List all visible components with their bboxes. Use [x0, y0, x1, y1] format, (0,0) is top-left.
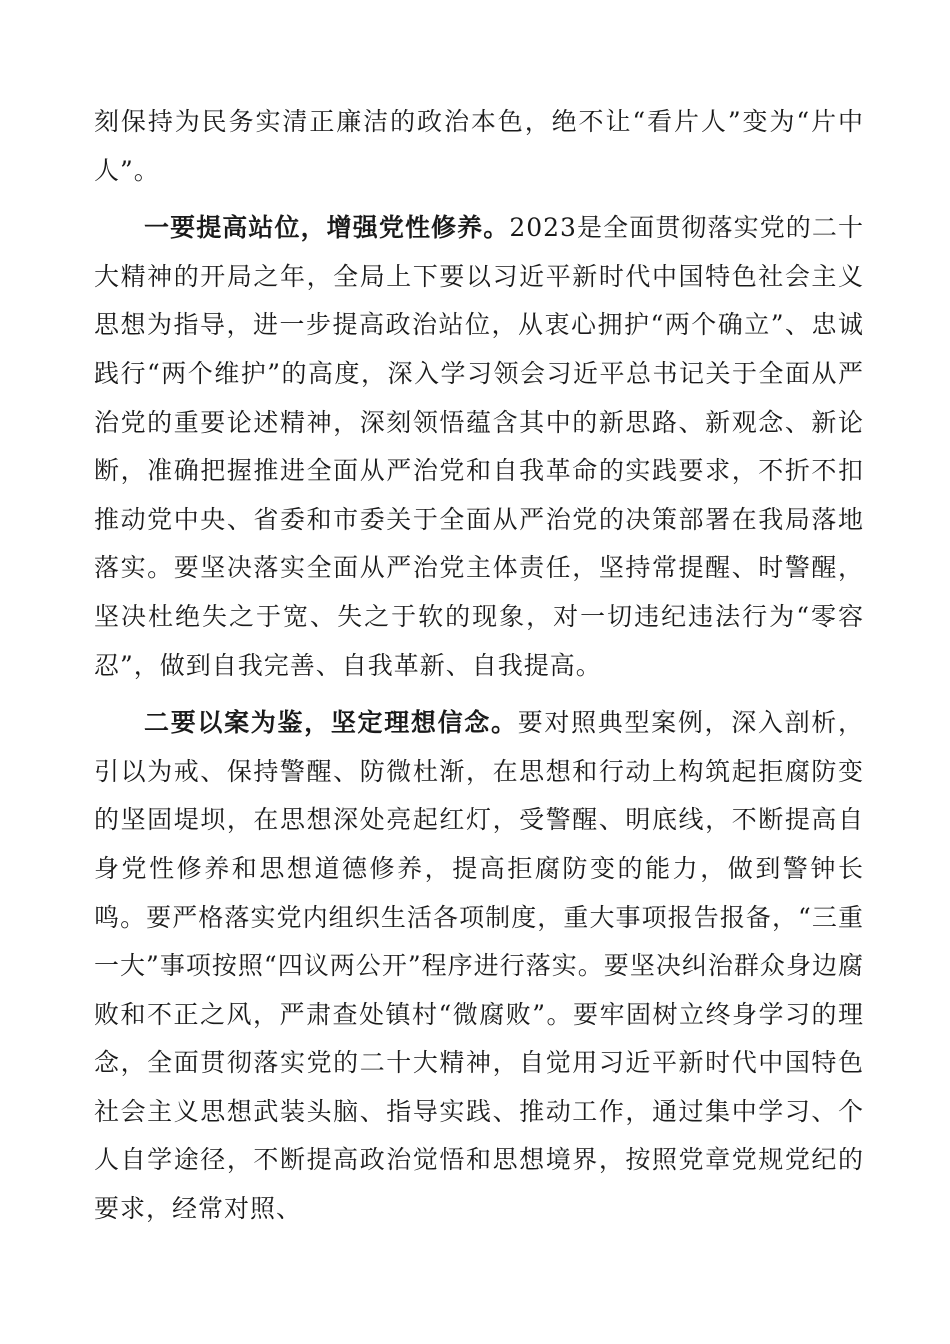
paragraph-text: 刻保持为民务实清正廉洁的政治本色，绝不让“看片人”变为“片中人”。 — [94, 107, 864, 185]
paragraph-lead-heading: 一要提高站位，增强党性修养。 — [144, 213, 510, 243]
paragraph-lead-heading: 二要以案为鉴，坚定理想信念。 — [144, 708, 518, 738]
paragraph-text: 要对照典型案例，深入剖析，引以为戒、保持警醒、防微杜渐，在思想和行动上构筑起拒腐防变的坚固堤坝，在思想深处亮起红灯，受警醒、明底线，不断提高自身党性修养和思想道德修养，提高拒腐防变的能力，做到警钟长鸣。要严格落实党内组织生活各项制度，重大事项报告报备，“三重一大”事项按照“四议两公开”程序进行落实。要坚决纠治群众身边腐败和不正之风，严肃查处镇村“微腐败”。要牢固树立终身学习的理念，全面贯彻落实党的二十大精神，自觉用习近平新时代中国特色社会主义思想武装头脑、指导实践、推动工作，通过集中学习、个人自学途径，不断提高政治觉悟和思想境界，按照党章党规党纪的要求，经常对照、 — [94, 708, 864, 1224]
paragraph-item-2 — [94, 699, 864, 1234]
paragraph-gap — [94, 195, 864, 204]
paragraph-gap — [94, 690, 864, 699]
paragraph-continuation — [94, 98, 864, 195]
paragraph-text: 2023是全面贯彻落实党的二十大精神的开局之年，全局上下要以习近平新时代中国特色社会主义思想为指导，进一步提高政治站位，从衷心拥护“两个确立”、忠诚践行“两个维护”的高度，深入学习领会习近平总书记关于全面从严治党的重要论述精神，深刻领悟蕴含其中的新思路、新观念、新论断，准确把握推进全面从严治党和自我革命的实践要求，不折不扣推动党中央、省委和市委关于全面从严治党的决策部署在我局落地落实。要坚决落实全面从严治党主体责任，坚持常提醒、时警醒，坚决杜绝失之于宽、失之于软的现象，对一切违纪违法行为“零容忍”，做到自我完善、自我革新、自我提高。 — [94, 213, 864, 680]
paragraph-item-1 — [94, 204, 864, 690]
document-body — [94, 98, 864, 1234]
